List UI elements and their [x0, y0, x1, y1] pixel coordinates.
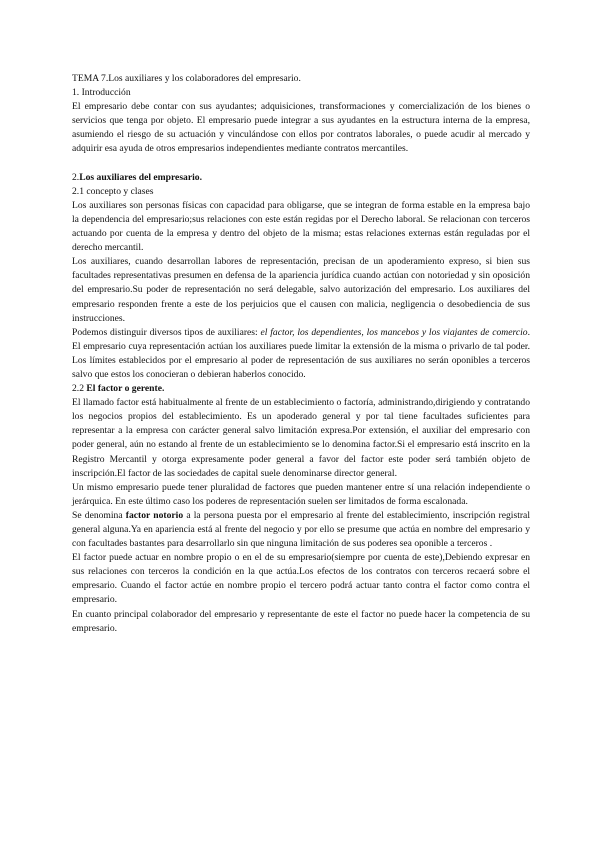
paragraph-auxiliares-definicion: Los auxiliares son personas físicas con capacidad para obligarse, que se integran de forma estable en la empresa bajo la dependencia del empresario;sus relaciones con este están regidas por el Derecho laboral. Se relacionan con terceros actuando por cuenta de la empresa y dentro del objeto de la misma; estas relaciones externas están reguladas por el derecho mercantil. [72, 199, 530, 254]
document-page [72, 72, 530, 636]
text-run: Podemos distinguir diversos tipos de auxiliares: [72, 326, 261, 338]
text-run: a la persona puesta por el empresario al frente del establecimiento, inscripción registral general alguna.Ya en apariencia está al frente del negocio y por ello se presume que actúa en nombre del empresario y con facultades bastantes para desarrollarlo sin que ninguna limitación de sus poderes sea oponible a terceros . [72, 509, 530, 550]
section-2-heading [72, 171, 530, 185]
bold-text-run: factor notorio [125, 509, 184, 521]
subsection-2-1-heading: 2.1 concepto y clases [72, 185, 154, 197]
paragraph-representacion: Los auxiliares, cuando desarrollan labores de representación, precisan de un apoderamiento expreso, si bien sus facultades representativas presumen en defensa de la apariencia jurídica cuando actúan con notoriedad y sin oposición del empresario.Su poder de representación no será delegable, salvo autorización del empresario. Los auxiliares del empresario responden frente a este de los perjuicios que el causen con malicia, negligencia o desobediencia de sus instrucciones. [72, 256, 530, 324]
paragraph-actuacion-factor: El factor puede actuar en nombre propio o en el de su empresario(siempre por cuenta de este),Debiendo expresar en sus relaciones con terceros la condición en la que actúa.Los efectos de los contratos con terceros recaerá sobre el empresario. Cuando el factor actúe en nombre propio el tercero podrá actuar tanto contra el factor como contra el empresario. [72, 552, 530, 606]
document-title: TEMA 7.Los auxiliares y los colaboradores del empresario. [72, 73, 301, 84]
section-1-paragraph: El empresario debe contar con sus ayudantes; adquisiciones, transformaciones y comercialización de los bienes o servicios que tenga por objeto. El empresario puede integrar a sus ayudantes en la estructura interna de la empresa, asumiendo el riesgo de su actuación y vinculándose con ellos por contratos laborales, o puede acudir al mercado y adquirir esa ayuda de otros empresarios independientes mediante contratos mercantiles. [72, 101, 530, 155]
paragraph-factor-notorio [72, 509, 530, 551]
subsection-2-2-number: 2.2 [72, 383, 87, 395]
paragraph-pluralidad-factores: Un mismo empresario puede tener pluralidad de factores que pueden mantener entre sí una relación independiente o jerárquica. En este último caso los poderes de representación suelen ser limitados de forma escalonada. [72, 481, 530, 507]
subsection-2-2-title: El factor o gerente. [86, 383, 165, 395]
text-run: . El empresario cuya representación actúan los auxiliares puede limitar la extensión de la misma o privarlo de tal poder. Los límites establecidos por el empresario al poder de representación de sus auxiliares no serán oponibles a terceros salvo que estos los conocieran o debieran haberlos conocido. [72, 326, 530, 380]
paragraph-competencia: En cuanto principal colaborador del empresario y representante de este el factor no puede hacer la competencia de su empresario. [72, 608, 530, 634]
section-2-title: Los auxiliares del empresario. [79, 171, 202, 183]
spacer [72, 157, 530, 171]
subsection-2-2-heading [72, 382, 530, 396]
section-1-heading: 1. Introducción [72, 87, 131, 99]
italic-text-run: el factor, los dependientes, los mancebos y los viajantes de comercio [260, 326, 528, 338]
section-2-number: 2. [72, 171, 80, 183]
paragraph-tipos-auxiliares [72, 326, 530, 382]
paragraph-factor: El llamado factor está habitualmente al frente de un establecimiento o factoría, administrando,dirigiendo y contratando los negocios propios del establecimiento. Es un apoderado general y por tal tiene facultades suficientes para representar a la empresa con carácter general salvo limitación expresa.Por extensión, el auxiliar del empresario con poder general, aún no estando al frente de un establecimiento se lo denomina factor.Si el empresario está inscrito en la Registro Mercantil y otorga expresamente poder general a favor del factor este poder será también objeto de inscripción.El factor de las sociedades de capital suele denominarse director general. [72, 397, 530, 479]
text-run: Se denomina [72, 509, 126, 521]
